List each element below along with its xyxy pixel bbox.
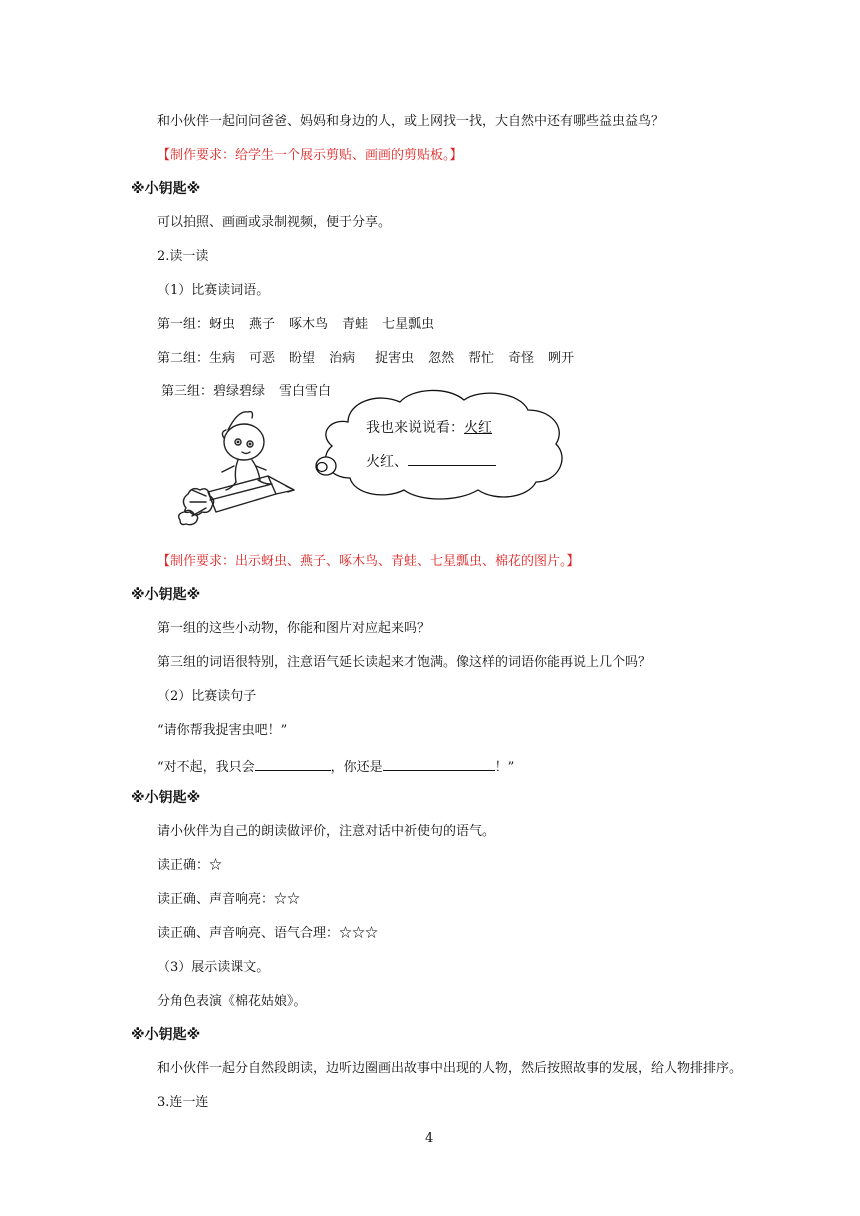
cloud-prompt: 我也来说说看： (366, 420, 464, 436)
reply-blank-2[interactable] (383, 757, 495, 771)
page-number: 4 (425, 1131, 434, 1146)
word: 奇怪 (508, 351, 535, 366)
cloud-example-word: 火红 (464, 420, 492, 436)
key-heading-3: ※小钥匙※ (131, 790, 201, 806)
rating-level-2: 读正确、声音响亮：☆☆ (157, 892, 301, 907)
reply-blank-1[interactable] (255, 757, 331, 771)
section-connect: 3.连一连 (157, 1095, 209, 1110)
word-group-3 (161, 384, 331, 400)
word: 生病 (209, 351, 236, 366)
rating-level-3: 读正确、声音响亮、语气合理：☆☆☆ (157, 926, 379, 941)
key-heading-1: ※小钥匙※ (131, 181, 201, 197)
subsection-show-reading: （3）展示读课文。 (157, 960, 270, 975)
key-heading-2: ※小钥匙※ (131, 587, 201, 603)
tip-reduplicated-words: 第三组的词语很特别，注意语气延长读起来才饱满。像这样的词语你能再说上几个吗？ (157, 655, 652, 670)
cloud-line-1 (366, 419, 492, 437)
section-read: 2.读一读 (157, 249, 209, 264)
cloud-answer-blank[interactable] (408, 452, 496, 466)
word: 雪白雪白 (279, 384, 332, 399)
word-group-2 (157, 351, 574, 367)
word-group-1 (157, 317, 434, 333)
word: 咧开 (548, 351, 575, 366)
paragraph-ask: 和小伙伴一起问问爸爸、妈妈和身边的人，或上网找一找，大自然中还有哪些益虫益鸟？ (157, 114, 665, 129)
production-requirement-1: 【制作要求：给学生一个展示剪贴、画画的剪贴板。】 (157, 148, 463, 163)
roleplay-instruction: 分角色表演《棉花姑娘》。 (157, 994, 307, 1009)
rating-level-1: 读正确：☆ (157, 858, 223, 873)
tip-self-evaluate: 请小伙伴为自己的朗读做评价，注意对话中祈使句的语气。 (157, 824, 496, 839)
key-heading-4: ※小钥匙※ (131, 1027, 201, 1043)
word: 啄木鸟 (289, 317, 329, 332)
group-label: 第二组： (157, 351, 210, 366)
quote-reply-part1: “对不起，我只会 (157, 760, 255, 775)
group-label: 第一组： (157, 317, 210, 332)
group-label: 第三组： (161, 384, 214, 399)
word: 青蛙 (342, 317, 369, 332)
word: 忽然 (428, 351, 455, 366)
subsection-read-words: （1）比赛读词语。 (157, 283, 270, 298)
quote-request: “请你帮我捉害虫吧！” (157, 723, 288, 738)
word: 可恶 (249, 351, 276, 366)
word: 帮忙 (468, 351, 495, 366)
word: 碧绿碧绿 (213, 384, 266, 399)
tip-match-pictures: 第一组的这些小动物，你能和图片对应起来吗？ (157, 621, 431, 636)
production-requirement-2: 【制作要求：出示蚜虫、燕子、啄木鸟、青蛙、七星瓢虫、棉花的图片。】 (157, 554, 580, 569)
cloud-line-2 (366, 452, 496, 471)
word: 盼望 (289, 351, 316, 366)
quote-reply-part3: ！” (494, 760, 515, 775)
kid-on-pencil-rocket-illustration (172, 408, 302, 536)
subsection-read-sentences: （2）比赛读句子 (157, 689, 257, 704)
word: 七星瓢虫 (382, 317, 435, 332)
word: 蚜虫 (209, 317, 236, 332)
word: 燕子 (249, 317, 276, 332)
quote-reply (157, 757, 514, 776)
word: 治病 (329, 351, 356, 366)
tip-share: 可以拍照、画画或录制视频，便于分享。 (157, 215, 392, 230)
cloud-prefix: 火红、 (366, 454, 408, 470)
thought-cloud (308, 388, 570, 502)
quote-reply-part2: ，你还是 (330, 760, 383, 775)
tip-group-reading: 和小伙伴一起分自然段朗读，边听边圈画出故事中出现的人物，然后按照故事的发展，给人物排排序。 (157, 1061, 743, 1076)
word: 捉害虫 (375, 351, 415, 366)
